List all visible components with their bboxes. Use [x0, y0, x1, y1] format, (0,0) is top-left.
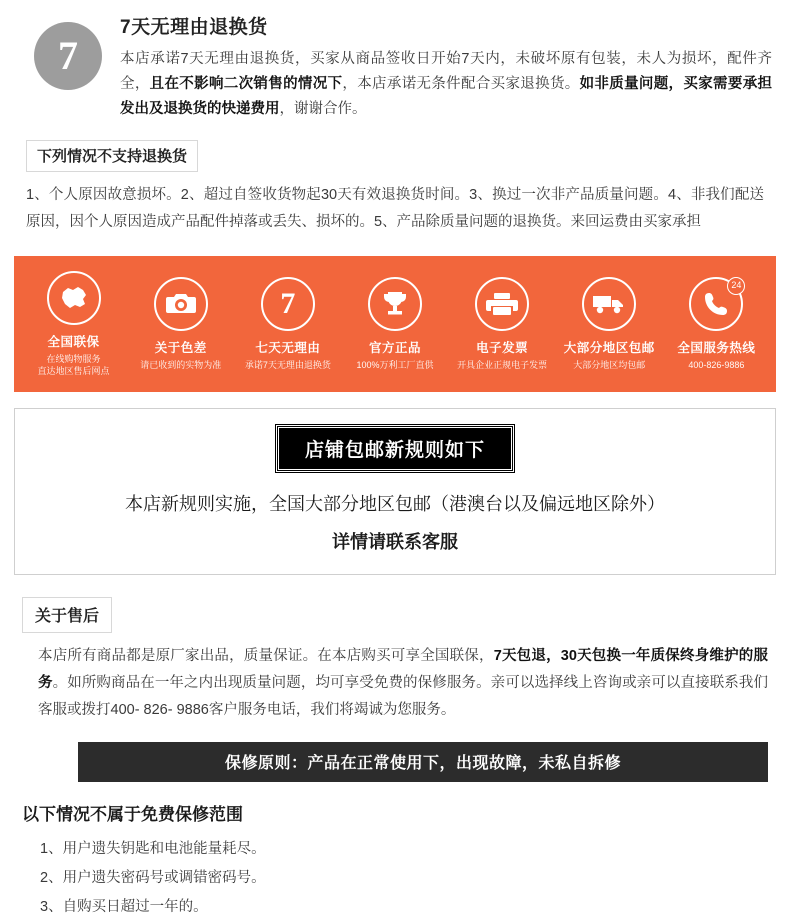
service-item-name: 电子发票 [476, 341, 529, 355]
return-paragraph-line3-bold: 如非质量问题，买家需要承担发出及退换货的快递费用 [120, 76, 773, 117]
service-item-free-shipping [559, 277, 659, 371]
return-paragraph-line2-tail: ，本店承诺无条件配合买家退换货。 [342, 76, 580, 92]
shipping-rule-line-1: 本店新规则实施，全国大部分地区包邮（港澳台以及偏远地区除外） [125, 494, 665, 514]
list-item: 1、用户遗失钥匙和电池能量耗尽。 [40, 841, 266, 857]
not-covered-title: 以下情况不属于免费保修范围 [22, 805, 243, 824]
trophy-icon [368, 277, 422, 331]
return-policy-body [120, 10, 772, 122]
list-item: 3、自购买日超过一年的。 [40, 899, 208, 915]
return-policy-paragraph [120, 47, 772, 122]
not-covered-list [40, 835, 790, 922]
no-return-cases-label: 下列情况不支持退换货 [26, 140, 198, 172]
service-item-e-invoice [452, 277, 552, 371]
service-item-national-warranty [24, 271, 124, 377]
hotline-24-badge: 24 [727, 277, 745, 295]
service-item-name: 大部分地区包邮 [563, 341, 655, 355]
china-map-icon [47, 271, 101, 325]
after-sales-text [38, 643, 768, 724]
service-item-hotline [666, 277, 766, 371]
after-sales-text-part-2: 。如所购商品在一年之内出现质量问题，均可享受免费的保修服务。亲可以选择线上咨询或亲可以直接联系我们客服或拨打400- 826- 9886客户服务电话，我们将竭诚为您服务。 [38, 675, 769, 718]
service-item-name: 七天无理由 [255, 341, 321, 355]
service-item-name: 全国联保 [47, 335, 100, 349]
service-item-sub: 400-826-9886 [688, 360, 745, 370]
service-item-color-difference [131, 277, 231, 371]
service-item-sub: 大部分地区均包邮 [573, 360, 646, 370]
service-item-sub: 100%万利工厂直供 [356, 360, 434, 370]
service-item-name: 关于色差 [154, 341, 207, 355]
camera-icon [154, 277, 208, 331]
shipping-rule-title: 店铺包邮新规则如下 [276, 425, 514, 472]
seven-day-icon [261, 277, 315, 331]
shipping-rule-line-2: 详情请联系客服 [332, 532, 458, 552]
return-paragraph-line3-tail: ，谢谢合作。 [279, 101, 367, 117]
service-item-name: 官方正品 [368, 341, 421, 355]
after-sales-text-part-1: 本店所有商品都是原厂家出品，质量保证。在本店购买可享全国联保， [38, 648, 494, 664]
warranty-principle-bar: 保修原则：产品在正常使用下，出现故障，未私自拆修 [78, 742, 768, 782]
return-policy-header [18, 10, 772, 122]
service-guarantee-bar [14, 256, 776, 392]
seven-days-badge: 7 [34, 22, 102, 90]
shipping-rule-section [14, 408, 776, 575]
seven-glyph: 7 [280, 287, 296, 320]
return-paragraph-line1: 本店承诺7天无理由退换货，买家从商品签收日开始7天内，未破坏原有包装，未人为 [120, 51, 682, 67]
service-item-name: 全国服务热线 [677, 341, 756, 355]
service-item-sub: 直达地区售后网点 [37, 366, 110, 376]
phone-24h-icon [689, 277, 743, 331]
return-policy-section [0, 0, 790, 236]
truck-icon [582, 277, 636, 331]
list-item: 2、用户遗失密码号或调错密码号。 [40, 870, 266, 886]
return-policy-title: 7天无理由退换货 [120, 17, 268, 38]
no-return-cases-text: 1、个人原因故意损坏。2、超过自签收货物起30天有效退换货时间。3、换过一次非产品质量问题。4、非我们配送原因，因个人原因造成产品配件掉落或丢失、损坏的。5、产品除质量问题的退换货。来回运费由买家承担 [26, 187, 764, 230]
service-item-sub: 承诺7天无理由退换货 [244, 360, 331, 370]
after-sales-section [0, 575, 790, 922]
after-sales-text-bold: 7天包退，30天包换一年质保终身维护的服务 [38, 648, 768, 691]
service-item-sub: 开具企业正规电子发票 [457, 360, 548, 370]
return-paragraph-line2-plain: 损坏，配件齐全， [120, 51, 772, 92]
service-item-authentic [345, 277, 445, 371]
service-item-sub: 请已收到的实物为准 [140, 360, 222, 370]
after-sales-label: 关于售后 [22, 597, 112, 633]
service-item-seven-day [238, 277, 338, 371]
printer-icon [475, 277, 529, 331]
return-paragraph-line2-bold: 且在不影响二次销售的情况下 [149, 76, 343, 92]
service-item-sub: 在线购物服务 [46, 354, 101, 364]
